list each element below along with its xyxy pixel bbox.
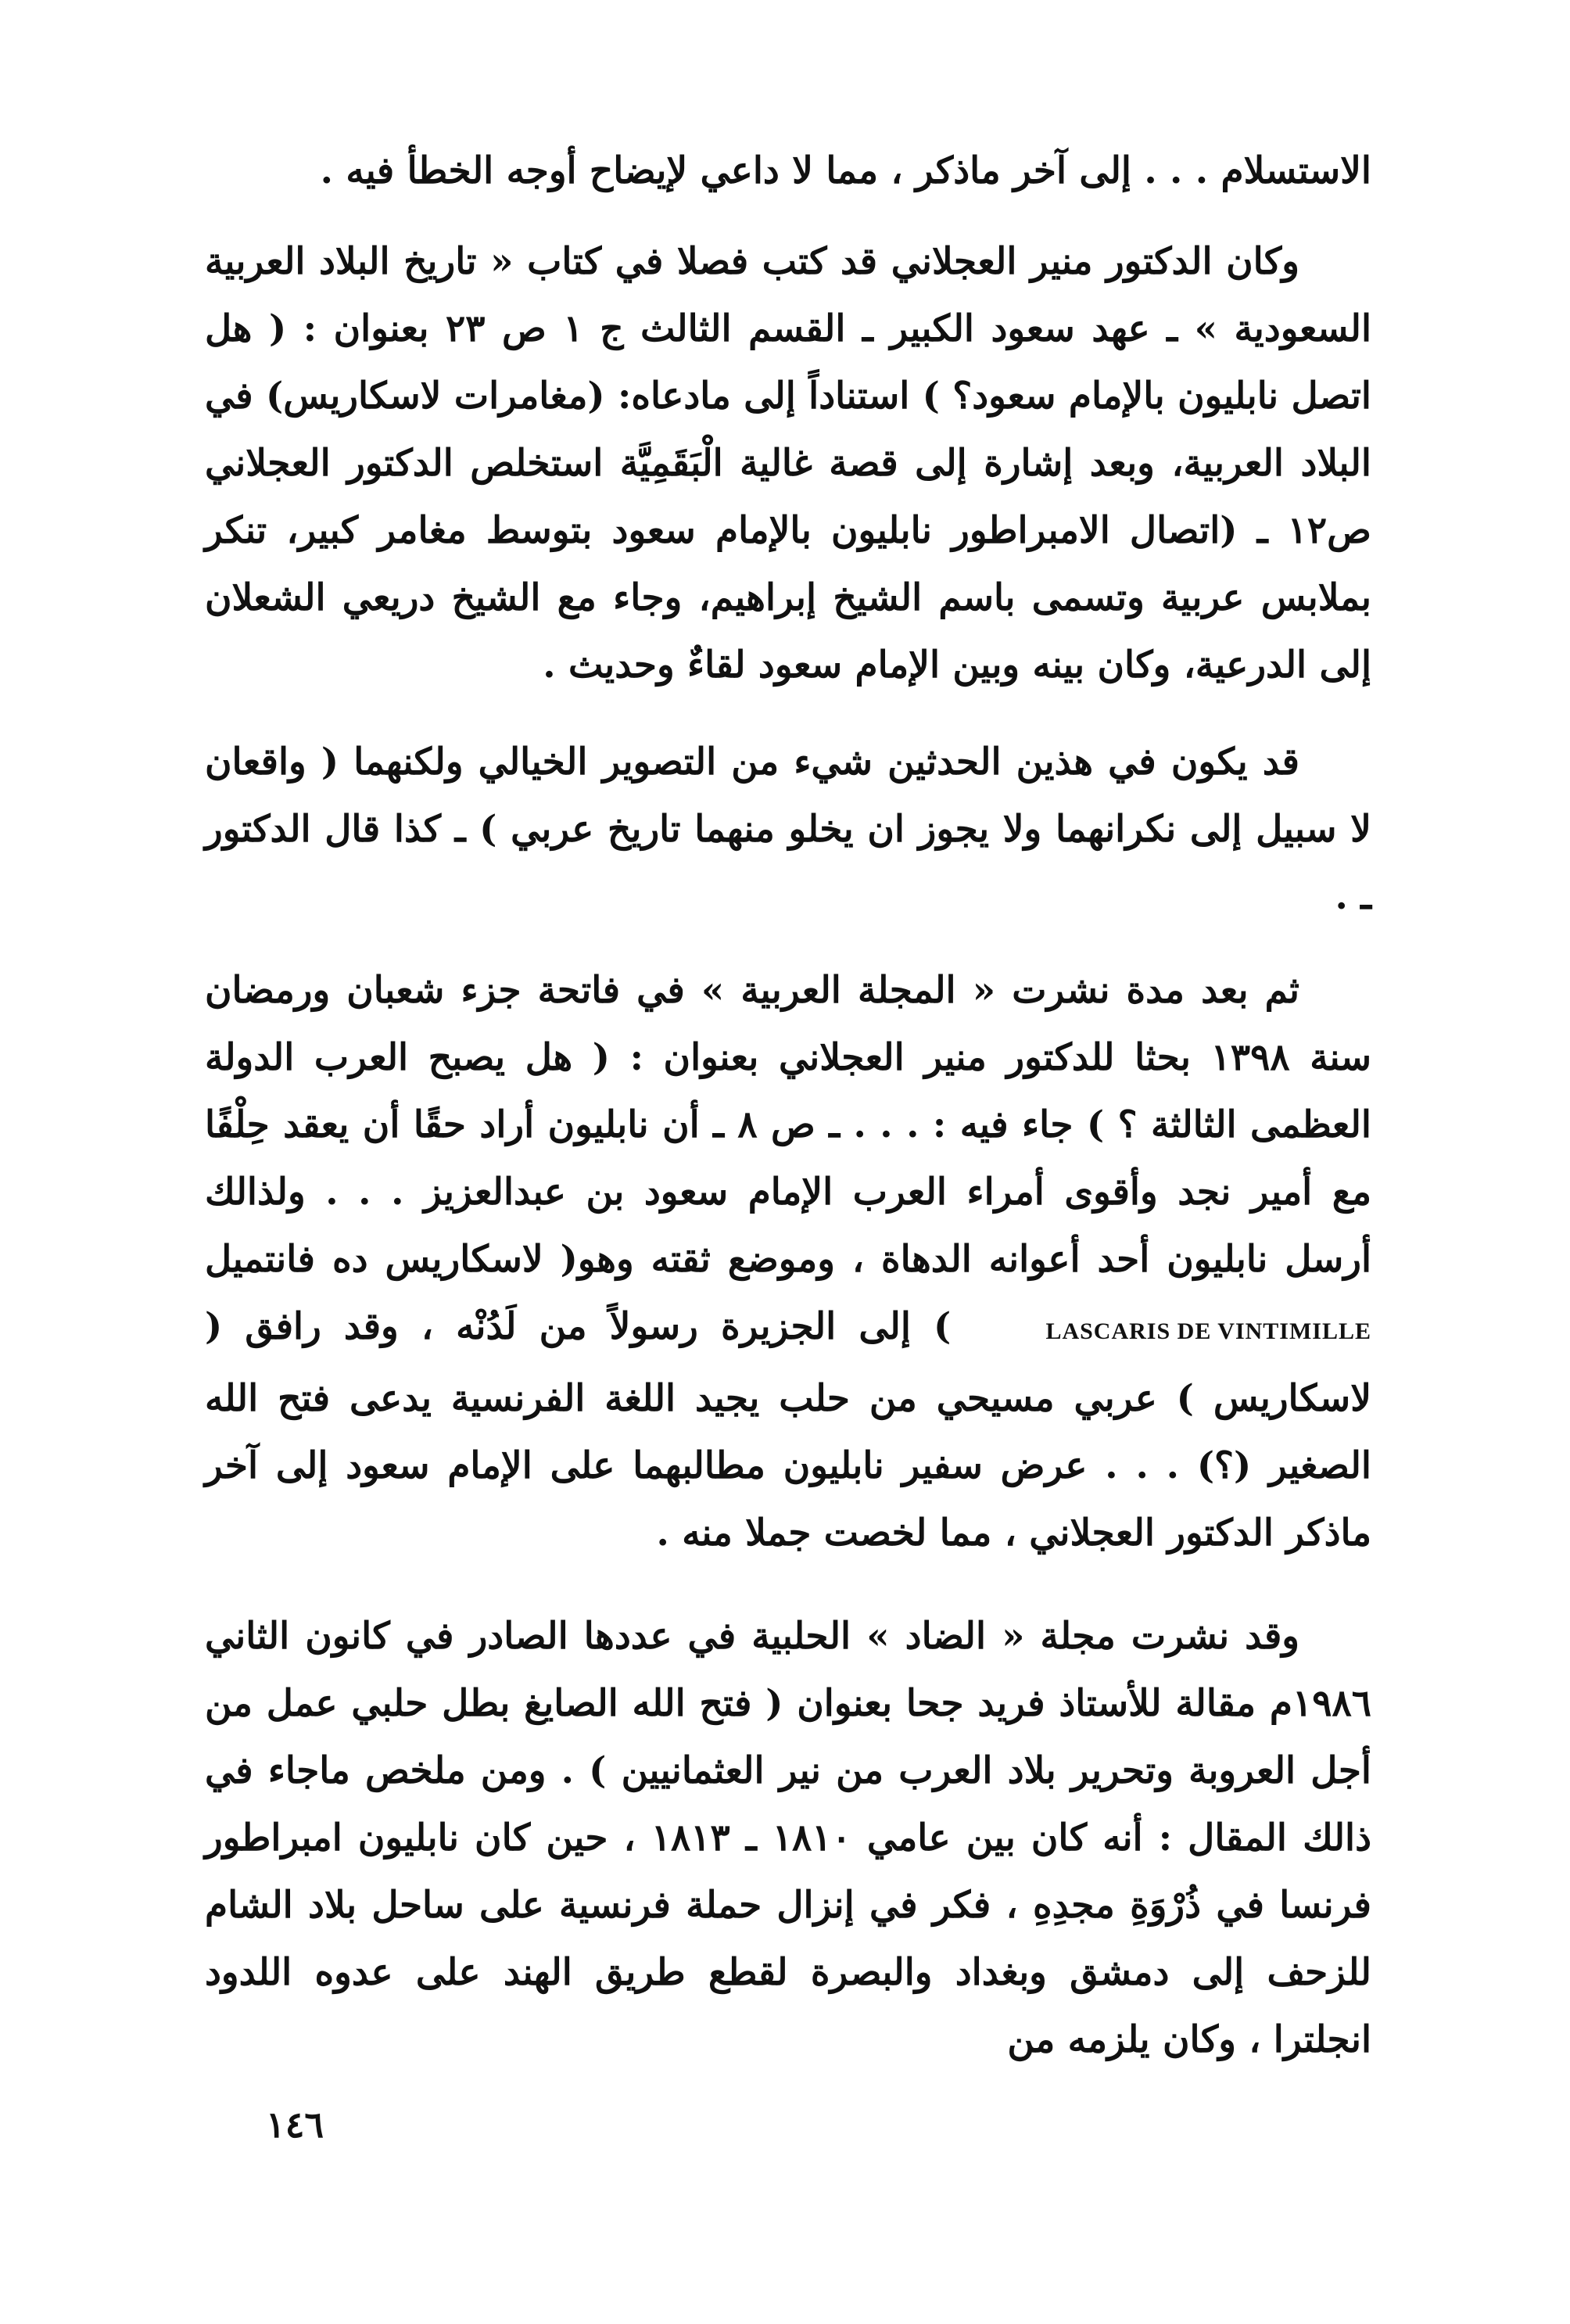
paragraph-4 <box>205 957 1371 1567</box>
paragraph-2: وكان الدكتور منير العجلاني قد كتب فصلا في كتاب « تاريخ البلاد العربية السعودية » ـ عهد سعود الكبير ـ القسم الثالث ج ١ ص ٢٣ بعنوان : ( هل اتصل نابليون بالإمام سعود؟ ) استناداً إلى مادعاه: (مغامرات لاسكاريس) في البلاد العربية، وبعد إشارة إلى قصة غالية الْبَقَمِيَّة استخلص الدكتور العجلاني ص١٢ ـ (اتصال الامبراطور نابليون بالإمام سعود بتوسط مغامر كبير، تنكر بملابس عربية وتسمى باسم الشيخ إبراهيم، وجاء مع الشيخ دريعي الشعلان إلى الدرعية، وكان بينه وبين الإمام سعود لقاءٌ وحديث . <box>205 240 1371 687</box>
text-column <box>205 138 1371 2074</box>
paragraph-3: قد يكون في هذين الحدثين شيء من التصوير الخيالي ولكنهما ( واقعان لا سبيل إلى نكرانهما ولا يجوز ان يخلو منهما تاريخ عربي ) ـ كذا قال الدكتور ـ . <box>205 741 1371 918</box>
page-number: ١٤٦ <box>266 2103 324 2146</box>
paragraph-1: الاستسلام . . . إلى آخر ماذكر ، مما لا داعي لإيضاح أوجه الخطأ فيه . <box>320 149 1371 192</box>
latin-name: LASCARIS DE VINTIMILLE <box>1045 1318 1371 1344</box>
paragraph-4-part-1: ثم بعد مدة نشرت « المجلة العربية » في فاتحة جزء شعبان ورمضان سنة ١٣٩٨ بحثا للدكتور منير العجلاني بعنوان : ( هل يصبح العرب الدولة العظمى الثالثة ؟ ) جاء فيه : . . . ـ ص ٨ ـ أن نابليون أراد حقًا أن يعقد حِلْفًا مع أمير نجد وأقوى أمراء العرب الإمام سعود بن عبدالعزيز . . . ولذالك أرسل نابليون أحد أعوانه الدهاة ، وموضع ثقته وهو( لاسكاريس ده فانتميل <box>205 969 1372 1281</box>
paragraph-5: وقد نشرت مجلة « الضاد » الحلبية في عددها الصادر في كانون الثاني ١٩٨٦م مقالة للأستاذ فريد جحا بعنوان ( فتح الله الصايغ بطل حلبي عمل من أجل العروبة وتحرير بلاد العرب من نير العثمانيين ) . ومن ملخص ماجاء في ذالك المقال : أنه كان بين عامي ١٨١٠ ـ ١٨١٣ ، حين كان نابليون امبراطور فرنسا في ذُرْوَةِ مجدِهِ ، فكر في إنزال حملة فرنسية على ساحل بلاد الشام للزحف إلى دمشق وبغداد والبصرة لقطع طريق الهند على عدوه اللدود انجلترا ، وكان يلزمه من <box>205 1615 1371 2061</box>
paragraph-4-part-2: ) إلى الجزيرة رسولاً من لَدُنْه ، وقد رافق ( لاسكاريس ) عربي مسيحي من حلب يجيد اللغة الفرنسية يدعى فتح الله الصغير (؟) . . . عرض سفير نابليون مطالبهما على الإمام سعود إلى آخر ماذكر الدكتور العجلاني ، مما لخصت جملا منه . <box>205 1305 1371 1555</box>
